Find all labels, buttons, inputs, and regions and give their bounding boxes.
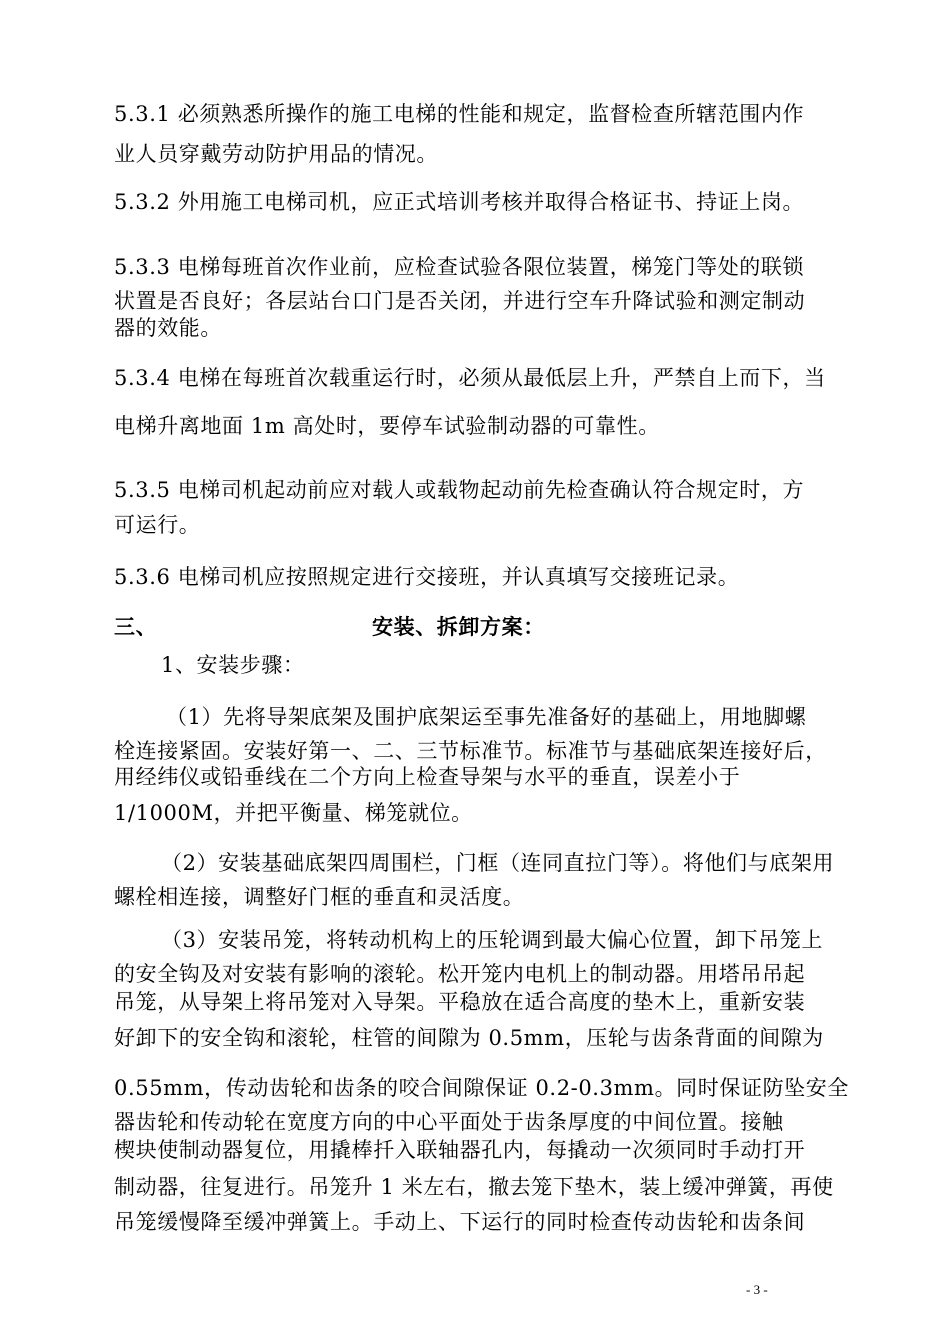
- step-line: 好卸下的安全钩和滚轮，柱管的间隙为 0.5mm，压轮与齿条背面的间隙为: [114, 1026, 824, 1050]
- step-line: （3）安装吊笼，将转动机构上的压轮调到最大偏心位置，卸下吊笼上: [161, 928, 823, 952]
- step-line: 吊笼，从导架上将吊笼对入导架。平稳放在适合高度的垫木上，重新安装: [114, 990, 806, 1014]
- paragraph-line: 5.3.4 电梯在每班首次载重运行时，必须从最低层上升，严禁自上而下，当: [114, 366, 826, 390]
- subheading: 1、安装步骤：: [161, 653, 305, 677]
- step-line: 栓连接紧固。安装好第一、二、三节标准节。标准节与基础底架连接好后，: [114, 739, 827, 763]
- paragraph-line: 5.3.3 电梯每班首次作业前，应检查试验各限位装置，梯笼门等处的联锁: [114, 255, 805, 279]
- step-line: （2）安装基础底架四周围栏，门框（连同直拉门等）。将他们与底架用: [161, 851, 835, 875]
- step-line: 吊笼缓慢降至缓冲弹簧上。手动上、下运行的同时检查传动齿轮和齿条间: [114, 1210, 806, 1234]
- section-title: 安装、拆卸方案：: [372, 614, 545, 639]
- paragraph-line: 可运行。: [114, 513, 201, 537]
- step-line: 0.55mm，传动齿轮和齿条的咬合间隙保证 0.2-0.3mm。同时保证防坠安全: [114, 1076, 849, 1100]
- step-line: （1）先将导架底架及围护底架运至事先准备好的基础上，用地脚螺: [166, 705, 807, 729]
- section-number: 三、: [114, 614, 158, 639]
- paragraph-line: 5.3.2 外用施工电梯司机，应正式培训考核并取得合格证书、持证上岗。: [114, 190, 805, 214]
- paragraph-line: 器的效能。: [114, 316, 222, 340]
- paragraph-line: 5.3.5 电梯司机起动前应对载人或载物起动前先检查确认符合规定时，方: [114, 478, 805, 502]
- step-line: 螺栓相连接，调整好门框的垂直和灵活度。: [114, 885, 525, 909]
- page-number: - 3 -: [746, 1282, 768, 1297]
- paragraph-line: 状置是否良好；各层站台口门是否关闭，并进行空车升降试验和测定制动: [114, 289, 806, 313]
- step-line: 器齿轮和传动轮在宽度方向的中心平面处于齿条厚度的中间位置。接触: [114, 1110, 784, 1134]
- step-line: 1/1000M，并把平衡量、梯笼就位。: [114, 801, 473, 825]
- paragraph-line: 业人员穿戴劳动防护用品的情况。: [114, 142, 438, 166]
- step-line: 用经纬仪或铅垂线在二个方向上检查导架与水平的垂直，误差小于: [114, 765, 741, 789]
- paragraph-line: 电梯升离地面 1m 高处时，要停车试验制动器的可靠性。: [114, 414, 660, 438]
- step-line: 制动器，往复进行。吊笼升 1 米左右，撤去笼下垫木，装上缓冲弹簧，再使: [114, 1175, 834, 1199]
- paragraph-line: 5.3.1 必须熟悉所操作的施工电梯的性能和规定，监督检查所辖范围内作: [114, 102, 805, 126]
- paragraph-line: 5.3.6 电梯司机应按照规定进行交接班，并认真填写交接班记录。: [114, 565, 740, 589]
- step-line: 楔块使制动器复位，用撬棒扦入联轴器孔内，每撬动一次须同时手动打开: [114, 1138, 806, 1162]
- step-line: 的安全钩及对安装有影响的滚轮。松开笼内电机上的制动器。用塔吊吊起: [114, 962, 806, 986]
